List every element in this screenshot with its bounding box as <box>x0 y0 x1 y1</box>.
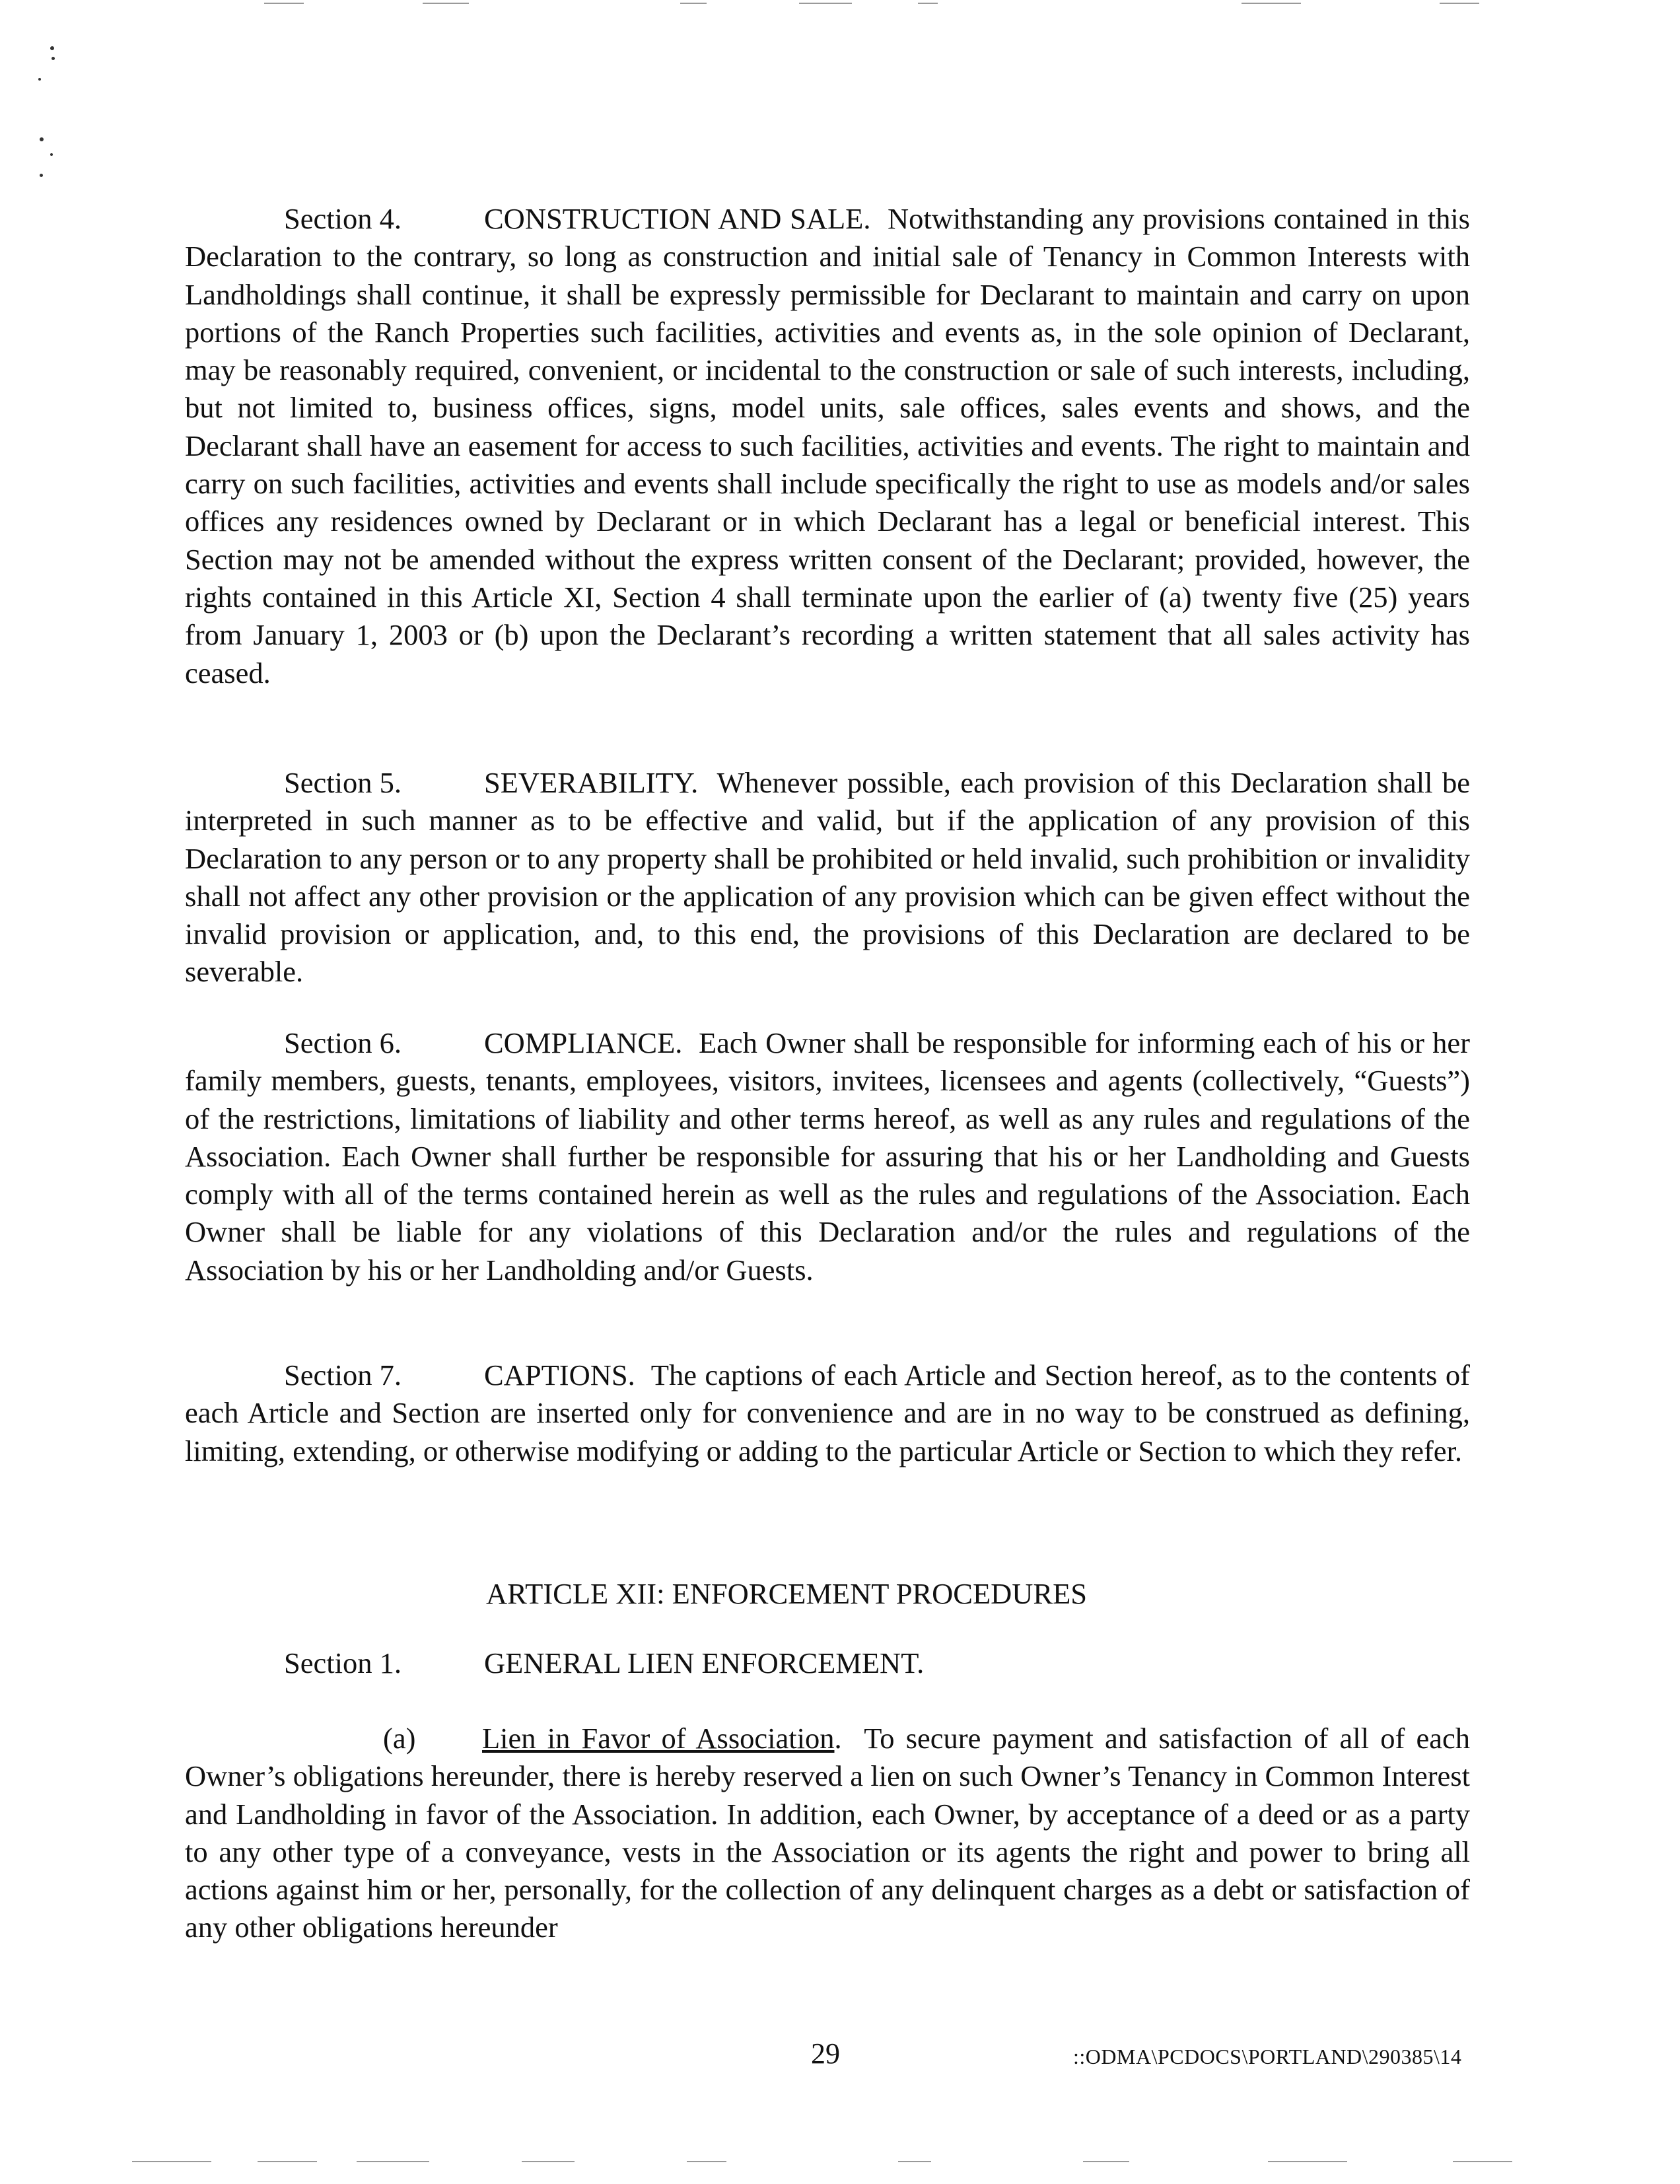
scan-speck <box>40 174 43 177</box>
section-7-paragraph <box>185 1356 1470 1470</box>
scan-speck <box>40 137 44 141</box>
scan-edge-artifact <box>264 3 304 4</box>
section-7-body: The captions of each Article and Section hereof, as to the contents of each Article and Section are inserted only for convenience and are in no way to be construed as defining, limiting, extending, or otherwise modifying or adding to the particular Article or Section to which they refer. <box>185 1358 1470 1467</box>
scan-speck <box>38 78 41 81</box>
scan-edge-artifact <box>423 3 469 4</box>
section-5-label: Section 5. <box>284 766 402 799</box>
article-heading: ARTICLE XII: ENFORCEMENT PROCEDURES <box>486 1577 1088 1610</box>
scan-edge-artifact <box>799 3 852 4</box>
subsection-a-label: (a) <box>383 1722 416 1755</box>
section-6-paragraph <box>185 1024 1470 1289</box>
subsection-a-title: Lien in Favor of Association <box>482 1722 835 1755</box>
scan-speck <box>52 57 55 60</box>
scan-edge-artifact <box>357 2161 429 2162</box>
page-number: 29 <box>811 2037 840 2070</box>
article-section-1-label: Section 1. <box>284 1646 402 1679</box>
section-4-title: CONSTRUCTION AND SALE. <box>484 202 871 235</box>
scan-edge-artifact <box>1440 3 1479 4</box>
scan-edge-artifact <box>1268 2161 1347 2162</box>
section-7-title: CAPTIONS. <box>484 1358 635 1391</box>
article-section-1-line <box>284 1644 924 1682</box>
section-4-label: Section 4. <box>284 202 402 235</box>
scan-edge-artifact <box>680 3 707 4</box>
section-6-body: Each Owner shall be responsible for informing each of his or her family members, guests, tenants, employees, visitors, invitees, licensees and agents (collectively, “Guests”) of the restrictions, limitations of liability and other terms hereof, as well as any rules and regulations of the Association. Each Owner shall further be responsible for assuring that his or her Landholding and Guests comply with all of the terms contained herein as well as the rules and regulations of the Association. Each Owner shall be liable for any violations of this Declaration and/or the rules and regulations of the Association by his or her Landholding and/or Guests. <box>185 1026 1471 1286</box>
scan-edge-artifact <box>522 2161 575 2162</box>
section-5-paragraph <box>185 764 1470 991</box>
scan-edge-artifact <box>687 2161 726 2162</box>
scan-edge-artifact <box>898 2161 931 2162</box>
section-4-paragraph <box>185 200 1470 692</box>
scan-edge-artifact <box>1453 2161 1512 2162</box>
section-6-title: COMPLIANCE. <box>484 1026 683 1059</box>
scan-edge-artifact <box>1242 3 1301 4</box>
subsection-a-body: To secure payment and satisfaction of all of each Owner’s obligations hereunder, there is hereby reserved a lien on such Owner’s Tenancy in Common Interest and Landholding in favor of the Association. In addition, each Owner, by acceptance of a deed or as a party to any other type of a conveyance, vests in the Association or its agents the right and power to bring all actions against him or her, personally, for the collection of any delinquent charges as a debt or satisfaction of any other obligations hereunder <box>185 1722 1470 1944</box>
section-6-label: Section 6. <box>284 1026 402 1059</box>
section-4-body: Notwithstanding any provisions contained in this Declaration to the contrary, so long as construction and initial sale of Tenancy in Common Interests with Landholdings shall continue, it shall be expressly permissible for Declarant to maintain and carry on upon portions of the Ranch Properties such facilities, activities and events as, in the sole opinion of Declarant, may be reasonably required, convenient, or incidental to the construction or sale of such interests, including, but not limited to, business offices, signs, model units, sale offices, sales events and shows, and the Declarant shall have an easement for access to such facilities, activities and events. The right to maintain and carry on such facilities, activities and events shall include specifically the right to use as models and/or sales offices any residences owned by Declarant or in which Declarant has a legal or beneficial interest. This Section may not be amended without the express written consent of the Declarant; provided, however, the rights contained in this Article XI, Section 4 shall terminate upon the earlier of (a) twenty five (25) years from January 1, 2003 or (b) upon the Declarant’s recording a written statement that all sales activity has ceased. <box>185 202 1471 689</box>
scan-speck <box>50 153 53 156</box>
article-section-1-title: GENERAL LIEN ENFORCEMENT. <box>484 1646 925 1679</box>
subsection-a-paragraph: (a) Lien in Favor of Association. To secure payment and satisfaction of all of each Owner’s obligations hereunder, there is hereby reserved a lien on such Owner’s Tenancy in Common Interest and Landholding in favor of the Association. In addition, each Owner, by acceptance of a deed or as a party to any other type of a conveyance, vests in the Association or its agents the right and power to bring all actions against him or her, personally, for the collection of any delinquent charges as a debt or satisfaction of any other obligations hereunder <box>185 1720 1470 1947</box>
scan-speck <box>50 46 54 50</box>
section-5-title: SEVERABILITY. <box>484 766 699 799</box>
scan-edge-artifact <box>258 2161 317 2162</box>
section-7-label: Section 7. <box>284 1358 402 1391</box>
document-file-path: ::ODMA\PCDOCS\PORTLAND\290385\14 <box>1073 2045 1462 2068</box>
section-5-body: Whenever possible, each provision of this Declaration shall be interpreted in such manner as to be effective and valid, but if the application of any provision of this Declaration to any person or to any property shall be prohibited or held invalid, such prohibition or invalidity shall not affect any other provision or the application of any provision which can be given effect without the invalid provision or application, and, to this end, the provisions of this Declaration are declared to be severable. <box>185 766 1470 989</box>
scan-edge-artifact <box>1083 2161 1129 2162</box>
scan-edge-artifact <box>918 3 938 4</box>
scan-edge-artifact <box>132 2161 211 2162</box>
